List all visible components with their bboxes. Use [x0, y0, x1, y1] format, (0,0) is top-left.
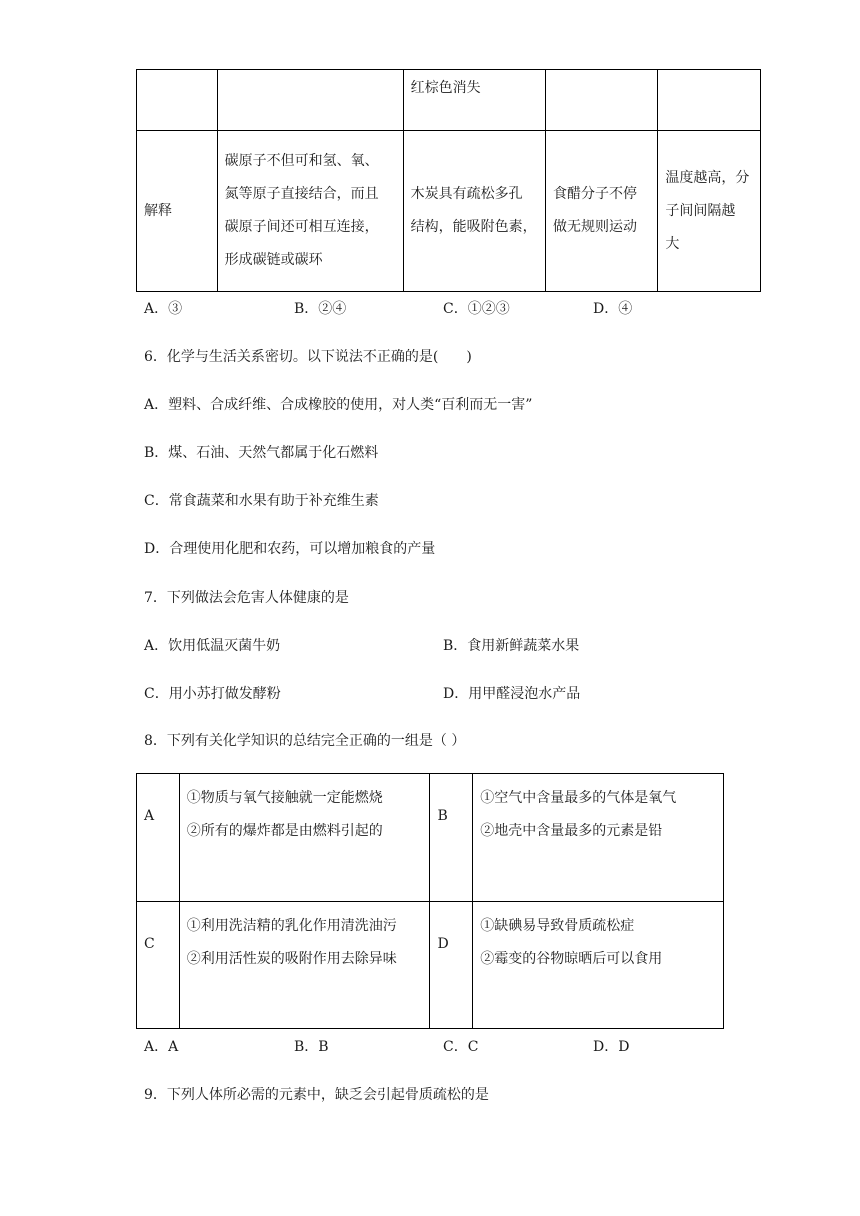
- table-cell: [217, 70, 403, 131]
- q7-option-b: B．食用新鲜蔬菜水果: [443, 638, 580, 654]
- cell-line: ②地壳中含量最多的元素是铅: [480, 823, 663, 839]
- table-row: [137, 774, 724, 902]
- cell-line: ②霉变的谷物晾晒后可以食用: [480, 951, 663, 967]
- q5-option-c: C．①②③: [443, 301, 510, 317]
- table-cell: [545, 131, 657, 292]
- cell-line: ②利用活性炭的吸附作用去除异味: [186, 951, 397, 967]
- cell-line: 温度越高，分: [665, 169, 750, 186]
- q6-stem: 6．化学与生活关系密切。以下说法不正确的是( ): [144, 349, 472, 365]
- table-cell: [137, 70, 218, 131]
- cell-label: B: [430, 774, 473, 902]
- q5-option-b: B．②④: [294, 301, 347, 317]
- q5-option-d: D．④: [593, 301, 633, 317]
- q7-option-d: D．用甲醛浸泡水产品: [443, 686, 581, 702]
- cell-line: 碳原子间还可相互连接，: [224, 219, 379, 235]
- q5-option-a: A．③: [144, 301, 183, 317]
- table-cell: [473, 902, 724, 1029]
- row-label: 解释: [137, 131, 218, 292]
- q9-stem: 9．下列人体所必需的元素中，缺乏会引起骨质疏松的是: [144, 1087, 489, 1103]
- table-cell: [658, 70, 761, 131]
- cell-line: ①缺碘易导致骨质疏松症: [480, 918, 635, 934]
- cell-line: 大: [665, 235, 680, 252]
- q6-option-c: C．常食蔬菜和水果有助于补充维生素: [144, 493, 379, 509]
- table-cell: [545, 70, 657, 131]
- cell-line: ②所有的爆炸都是由燃料引起的: [186, 823, 383, 839]
- cell-line: 做无规则运动: [552, 219, 637, 235]
- cell-line: 碳原子不但可和氢、氧、: [224, 153, 379, 169]
- table-cell: [403, 131, 545, 292]
- table-cell: [179, 902, 430, 1029]
- table-row: [137, 902, 724, 1029]
- q7-option-c: C．用小苏打做发酵粉: [144, 686, 281, 702]
- cell-line: 氮等原子直接结合，而且: [224, 186, 379, 202]
- cell-line: ①物质与氧气接触就一定能燃烧: [186, 790, 383, 806]
- summary-table: [136, 773, 724, 1029]
- q6-option-d: D．合理使用化肥和农药，可以增加粮食的产量: [144, 541, 436, 557]
- cell-line: 木炭具有疏松多孔: [410, 186, 523, 202]
- q8-option-a: A．A: [144, 1039, 179, 1055]
- table-row: [137, 70, 761, 131]
- explanation-table: [136, 69, 761, 292]
- cell-label: D: [430, 902, 473, 1029]
- cell-label: A: [137, 774, 180, 902]
- cell-line: 子间间隔越: [665, 202, 736, 219]
- table-cell: 红棕色消失: [403, 70, 545, 131]
- q8-option-d: D．D: [593, 1039, 630, 1055]
- q8-option-b: B．B: [294, 1039, 329, 1055]
- table-cell: [658, 131, 761, 292]
- q8-option-c: C．C: [443, 1039, 479, 1055]
- cell-line: 食醋分子不停: [552, 186, 637, 202]
- q6-option-a: A．塑料、合成纤维、合成橡胶的使用，对人类“百利而无一害”: [144, 397, 533, 413]
- cell-line: 形成碳链或碳环: [224, 252, 323, 268]
- q7-stem: 7．下列做法会危害人体健康的是: [144, 590, 349, 606]
- cell-line: ①利用洗洁精的乳化作用清洗油污: [186, 918, 397, 934]
- cell-line: ①空气中含量最多的气体是氧气: [480, 790, 677, 806]
- table-cell: [179, 774, 430, 902]
- table-cell: [217, 131, 403, 292]
- cell-label: C: [137, 902, 180, 1029]
- cell-line: 结构，能吸附色素，: [410, 219, 537, 235]
- q6-option-b: B．煤、石油、天然气都属于化石燃料: [144, 445, 379, 461]
- q7-option-a: A．饮用低温灭菌牛奶: [144, 638, 281, 654]
- table-cell: [473, 774, 724, 902]
- table-row: [137, 131, 761, 292]
- q8-stem: 8．下列有关化学知识的总结完全正确的一组是（ ）: [144, 733, 466, 749]
